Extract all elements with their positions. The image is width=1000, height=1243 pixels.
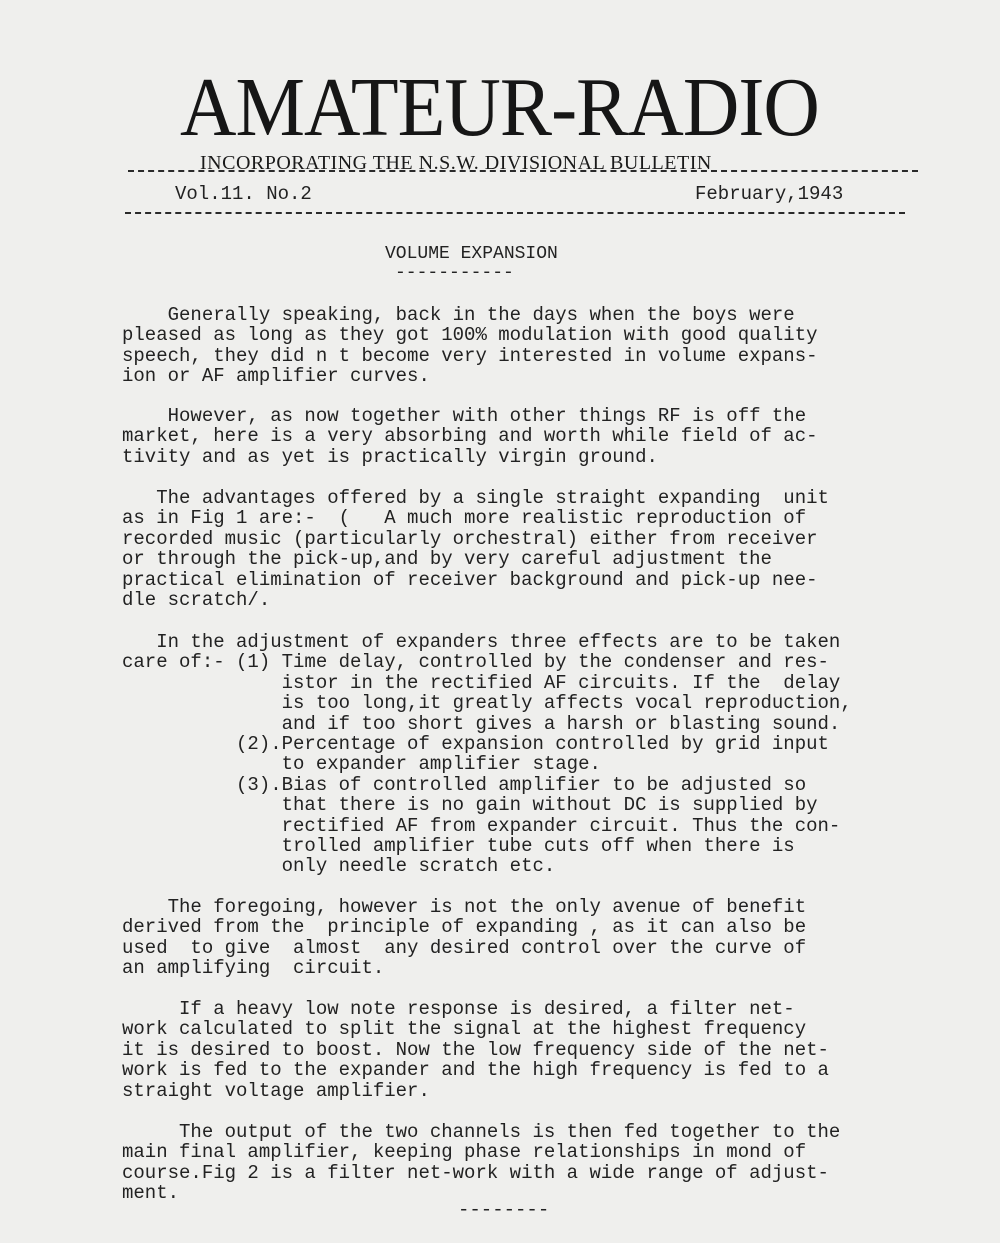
- masthead-subtitle: INCORPORATING THE N.S.W. DIVISIONAL BULLETIN: [200, 152, 712, 174]
- paragraph-2: However, as now together with other things RF is off the market, here is a very absorbing and worth while field of ac- tivity and as yet is practically virgin ground.: [122, 405, 818, 468]
- paragraph-6: If a heavy low note response is desired, a filter net- work calculated to split the signal at the highest frequency it is desired to boost. Now the low frequency side of the net- work is fed to the expander and the high frequency is fed to a straight voltage amplifier.: [122, 998, 829, 1102]
- header-rule-bottom: [125, 212, 905, 214]
- paragraph-7: The output of the two channels is then fed together to the main final amplifier, keeping phase relationships in mond of course.Fig 2 is a filter net-work with a wide range of adjust- ment.: [122, 1121, 841, 1205]
- issue-date: February,1943: [695, 183, 844, 205]
- paragraph-1: Generally speaking, back in the days when the boys were pleased as long as they got 100% modulation with good quality speech, they did n t become very interested in volume expans- ion or AF amplifier curves.: [122, 304, 818, 388]
- issue-volume: Vol.11. No.2: [175, 183, 312, 205]
- header-rule-top: [128, 170, 918, 172]
- end-rule: --------: [458, 1199, 550, 1221]
- paragraph-5: The foregoing, however is not the only avenue of benefit derived from the principle of expanding , as it can also be used to give almost any desired control over the curve of an amplifying circuit.: [122, 896, 807, 980]
- masthead-title: AMATEUR-RADIO: [180, 61, 819, 154]
- article-title: VOLUME EXPANSION: [385, 244, 558, 264]
- paragraph-3: The advantages offered by a single straight expanding unit as in Fig 1 are:- ( A much more realistic reproduction of recorded music (particularly orchestral) either from receiver or through the pick-up,and by very careful adjustment the practical elimination of receiver background and pick-up nee- dle scratch/.: [122, 487, 829, 612]
- article-title-underline: -----------: [395, 263, 514, 283]
- paragraph-4: In the adjustment of expanders three effects are to be taken care of:- (1) Time delay, controlled by the condenser and res- istor in the rectified AF circuits. If the delay is too long,it greatly affects vocal reproduction, and if too short gives a harsh or blasting sound. (2).Percentage of expansion controlled by grid input to expander amplifier stage. (3).Bias of controlled amplifier to be adjusted so that there is no gain without DC is supplied by rectified AF from expander circuit. Thus the con- trolled amplifier tube cuts off when there is only needle scratch etc.: [122, 631, 852, 878]
